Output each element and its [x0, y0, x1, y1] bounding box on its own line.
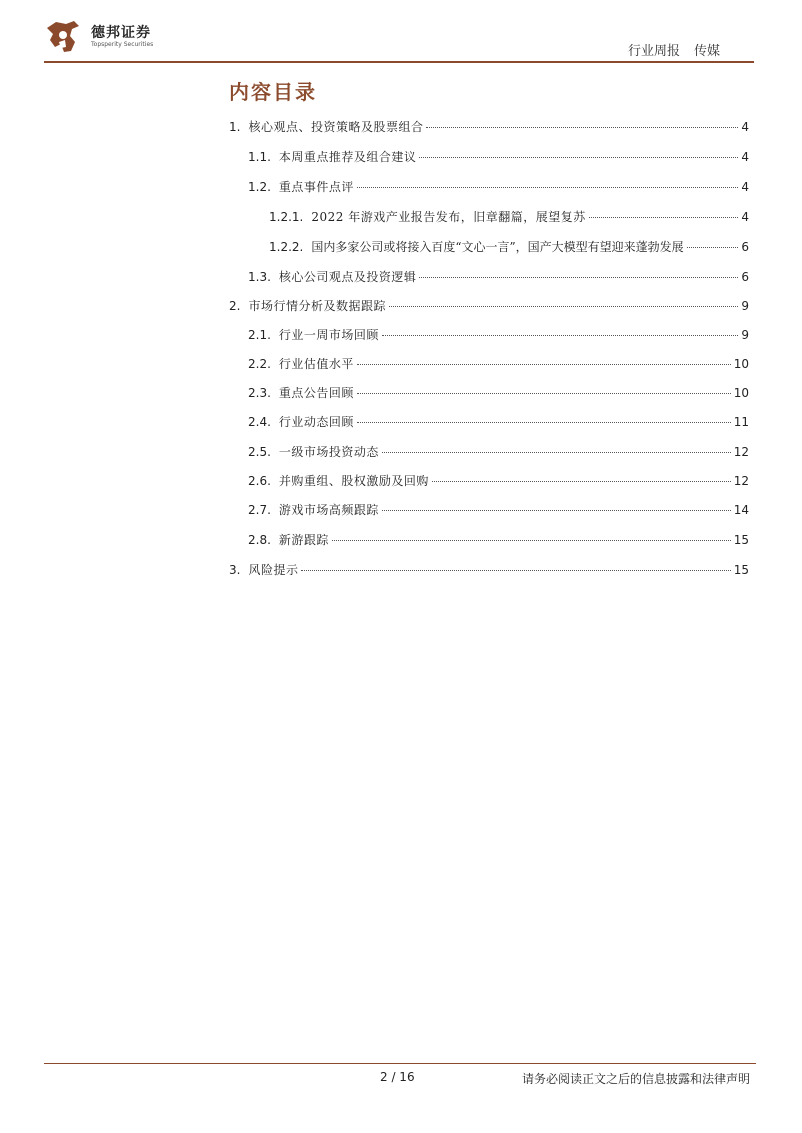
toc-entry-number: 3. — [229, 563, 241, 577]
toc-entry-number: 1.2. — [248, 180, 271, 194]
toc-entry-number: 1.2.2. — [269, 240, 304, 254]
toc-entry-title: 本周重点推荐及组合建议 — [278, 150, 417, 164]
toc-entry-number: 2. — [229, 299, 241, 313]
header-divider — [44, 61, 754, 63]
toc-entry-page: 6 — [741, 240, 749, 254]
toc-entry[interactable] — [229, 298, 749, 314]
toc-leader-dots — [419, 157, 738, 158]
toc-leader-dots — [357, 422, 731, 423]
toc-entry[interactable] — [248, 444, 749, 460]
company-logo — [44, 20, 194, 54]
toc-entry[interactable] — [248, 179, 749, 195]
toc-entry-title: 新游跟踪 — [278, 533, 329, 547]
toc-entry-number: 2.7. — [248, 503, 271, 517]
toc-leader-dots — [382, 452, 731, 453]
toc-entry-title: 核心公司观点及投资逻辑 — [278, 270, 417, 284]
toc-entry-number: 2.1. — [248, 328, 271, 342]
toc-entry-title: 一级市场投资动态 — [278, 445, 379, 459]
toc-entry[interactable] — [248, 473, 749, 489]
toc-entry-title: 核心观点、投资策略及股票组合 — [248, 120, 424, 134]
toc-entry[interactable] — [269, 209, 749, 225]
toc-entry[interactable] — [248, 532, 749, 548]
toc-entry[interactable] — [248, 385, 749, 401]
toc-entry-page: 15 — [733, 533, 749, 547]
toc-leader-dots — [332, 540, 731, 541]
toc-entry-number: 2.3. — [248, 386, 271, 400]
toc-entry-number: 1.1. — [248, 150, 271, 164]
toc-entry[interactable] — [248, 414, 749, 430]
toc-leader-dots — [301, 570, 730, 571]
toc-leader-dots — [589, 217, 739, 218]
toc-entry-page: 12 — [733, 474, 749, 488]
toc-entry-number: 1.3. — [248, 270, 271, 284]
toc-entry-title: 国内多家公司或将接入百度“文心一言”，国产大模型有望迎来蓬勃发展 — [311, 240, 684, 254]
toc-entry-number: 2.5. — [248, 445, 271, 459]
toc-entry[interactable] — [269, 239, 749, 255]
toc-leader-dots — [357, 187, 738, 188]
toc-entry-page: 4 — [741, 150, 749, 164]
toc-entry-page: 14 — [733, 503, 749, 517]
toc-entry-page: 6 — [741, 270, 749, 284]
toc-leader-dots — [357, 393, 731, 394]
toc-entry-title: 并购重组、股权激励及回购 — [278, 474, 429, 488]
toc-entry-number: 2.8. — [248, 533, 271, 547]
toc-entry-page: 15 — [733, 563, 749, 577]
toc-leader-dots — [389, 306, 738, 307]
legal-disclaimer: 请务必阅读正文之后的信息披露和法律声明 — [521, 1072, 750, 1086]
toc-entry-title: 2022 年游戏产业报告发布，旧章翻篇，展望复苏 — [311, 210, 586, 224]
toc-entry[interactable] — [229, 119, 749, 135]
toc-leader-dots — [382, 335, 738, 336]
toc-entry-number: 2.4. — [248, 415, 271, 429]
footer-divider — [44, 1063, 756, 1064]
logo-english-name: Topsperity Securities — [91, 41, 154, 48]
toc-entry[interactable] — [248, 149, 749, 165]
toc-entry[interactable] — [248, 269, 749, 285]
toc-entry-page: 10 — [733, 386, 749, 400]
toc-entry-page: 9 — [741, 299, 749, 313]
report-type: 行业周报 — [627, 44, 680, 59]
brand-mark-icon — [44, 20, 82, 54]
logo-chinese-name: 德邦证券 — [91, 25, 151, 41]
toc-entry-title: 市场行情分析及数据跟踪 — [248, 299, 386, 313]
toc-leader-dots — [357, 364, 731, 365]
toc-entry-number: 2.2. — [248, 357, 271, 371]
toc-entry-title: 行业一周市场回顾 — [278, 328, 379, 342]
toc-entry-number: 2.6. — [248, 474, 271, 488]
industry-label: 传媒 — [693, 44, 720, 59]
toc-entry-title: 行业估值水平 — [278, 357, 354, 371]
toc-entry-number: 1. — [229, 120, 241, 134]
page-indicator: 2 / 16 — [380, 1070, 415, 1084]
toc-entry-page: 12 — [733, 445, 749, 459]
toc-entry[interactable] — [248, 502, 749, 518]
toc-entry-title: 游戏市场高频跟踪 — [278, 503, 379, 517]
toc-entry-page: 4 — [741, 120, 749, 134]
toc-entry-page: 4 — [741, 210, 749, 224]
report-category — [628, 40, 720, 59]
toc-entry[interactable] — [248, 356, 749, 372]
toc-entry-page: 4 — [741, 180, 749, 194]
toc-entry-title: 行业动态回顾 — [278, 415, 354, 429]
toc-entry[interactable] — [229, 562, 749, 578]
toc-entry-title: 风险提示 — [248, 563, 299, 577]
toc-entry-number: 1.2.1. — [269, 210, 304, 224]
toc-entry-title: 重点公告回顾 — [278, 386, 354, 400]
toc-entry-title: 重点事件点评 — [278, 180, 354, 194]
toc-entry[interactable] — [248, 327, 749, 343]
toc-leader-dots — [432, 481, 731, 482]
toc-leader-dots — [687, 247, 739, 248]
toc-entry-page: 10 — [733, 357, 749, 371]
toc-entry-page: 11 — [733, 415, 749, 429]
toc-leader-dots — [426, 127, 738, 128]
toc-entry-page: 9 — [741, 328, 749, 342]
toc-title: 内容目录 — [229, 80, 317, 104]
toc-leader-dots — [382, 510, 731, 511]
toc-leader-dots — [419, 277, 738, 278]
